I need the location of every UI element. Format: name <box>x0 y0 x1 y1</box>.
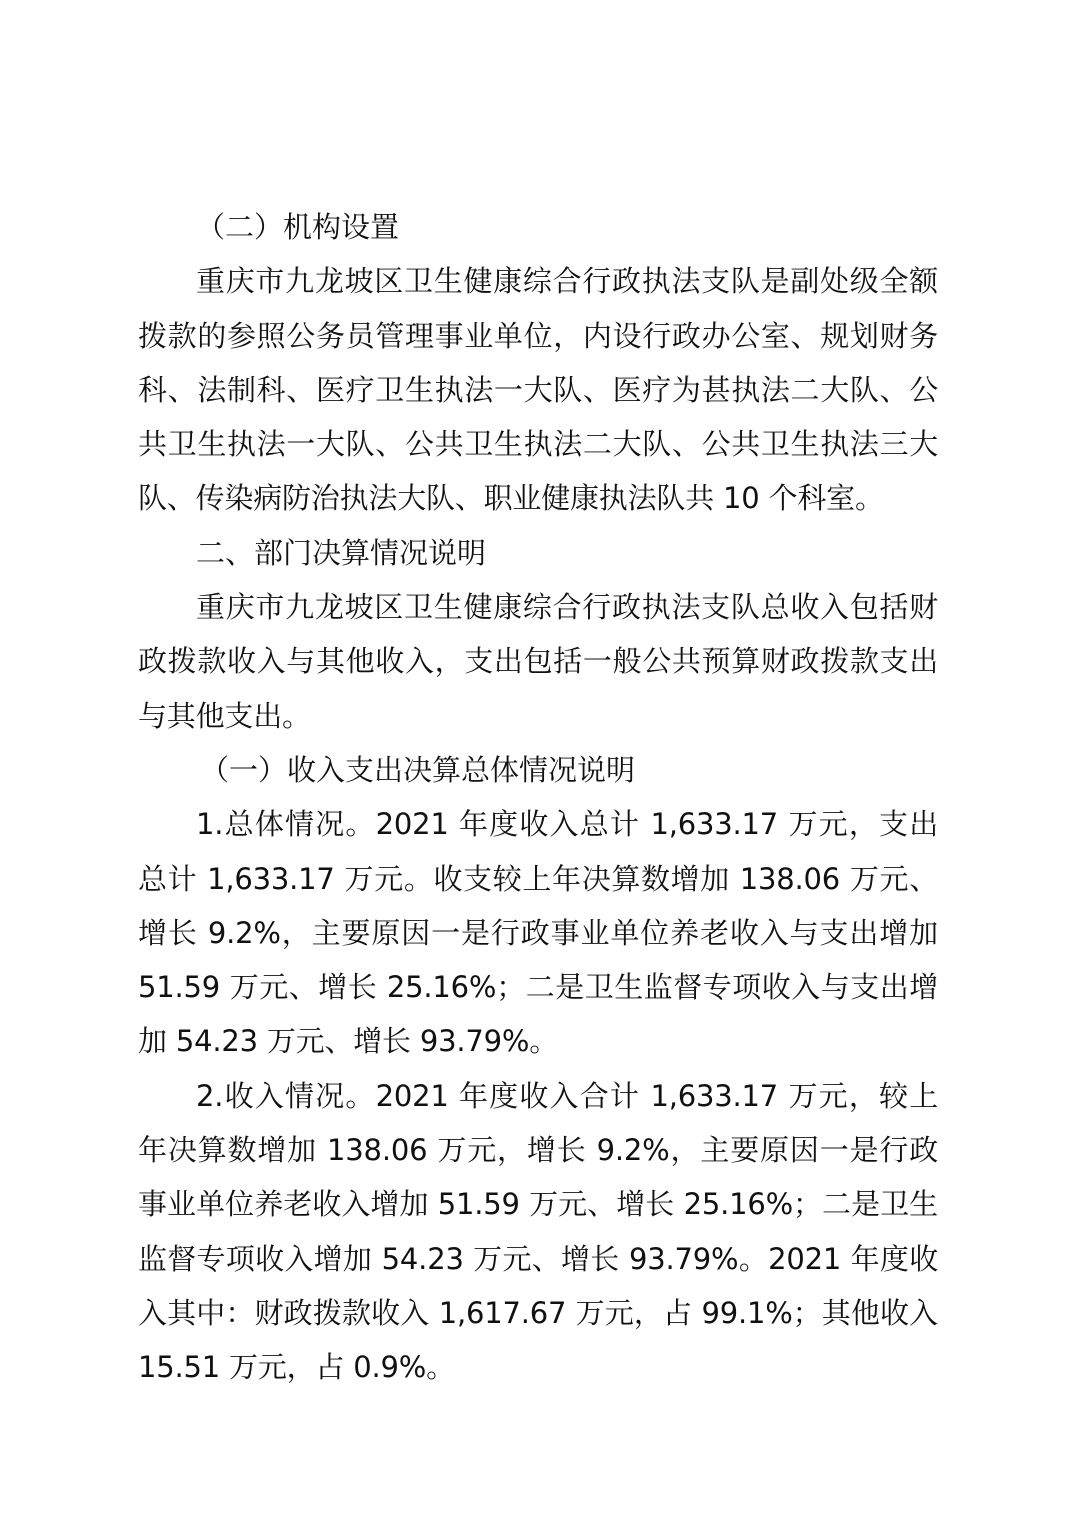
paragraph-income-overview: 重庆市九龙坡区卫生健康综合行政执法支队总收入包括财政拨款收入与其他收入，支出包括一般公共预算财政拨款支出与其他支出。 <box>138 590 938 733</box>
paragraph-org-description: 重庆市九龙坡区卫生健康综合行政执法支队是副处级全额拨款的参照公务员管理事业单位，内设行政办公室、规划财务科、法制科、医疗卫生执法一大队、医疗为甚执法二大队、公共卫生执法一大队、公共卫生执法二大队、公共卫生执法三大队、传染病防治执法大队、职业健康执法队共 10 个科室。 <box>138 264 938 516</box>
paragraph-income-situation: 2.收入情况。2021 年度收入合计 1,633.17 万元，较上年决算数增加 138.06 万元，增长 9.2%，主要原因一是行政事业单位养老收入增加 51.59 万元、增长 25.16%；二是卫生监督专项收入增加 54.23 万元、增长 93.79%。2021 年度收入其中：财政拨款收入 1,617.67 万元，占 99.1%；其他收入 15.51 万元，占 0.9%。 <box>138 1078 938 1385</box>
section-heading-org-structure: （二）机构设置 <box>196 210 400 244</box>
section-heading-final-accounts: 二、部门决算情况说明 <box>196 535 487 570</box>
paragraph-overall-situation: 1.总体情况。2021 年度收入总计 1,633.17 万元，支出总计 1,633.17 万元。收支较上年决算数增加 138.06 万元、增长 9.2%，主要原因一是行政事业单位养老收入与支出增加 51.59 万元、增长 25.16%；二是卫生监督专项收入与支出增加 54.23 万元、增长 93.79%。 <box>138 807 938 1059</box>
document-page <box>138 200 938 1395</box>
section-heading-income-expense-overall: （一）收入支出决算总体情况说明 <box>200 752 636 787</box>
